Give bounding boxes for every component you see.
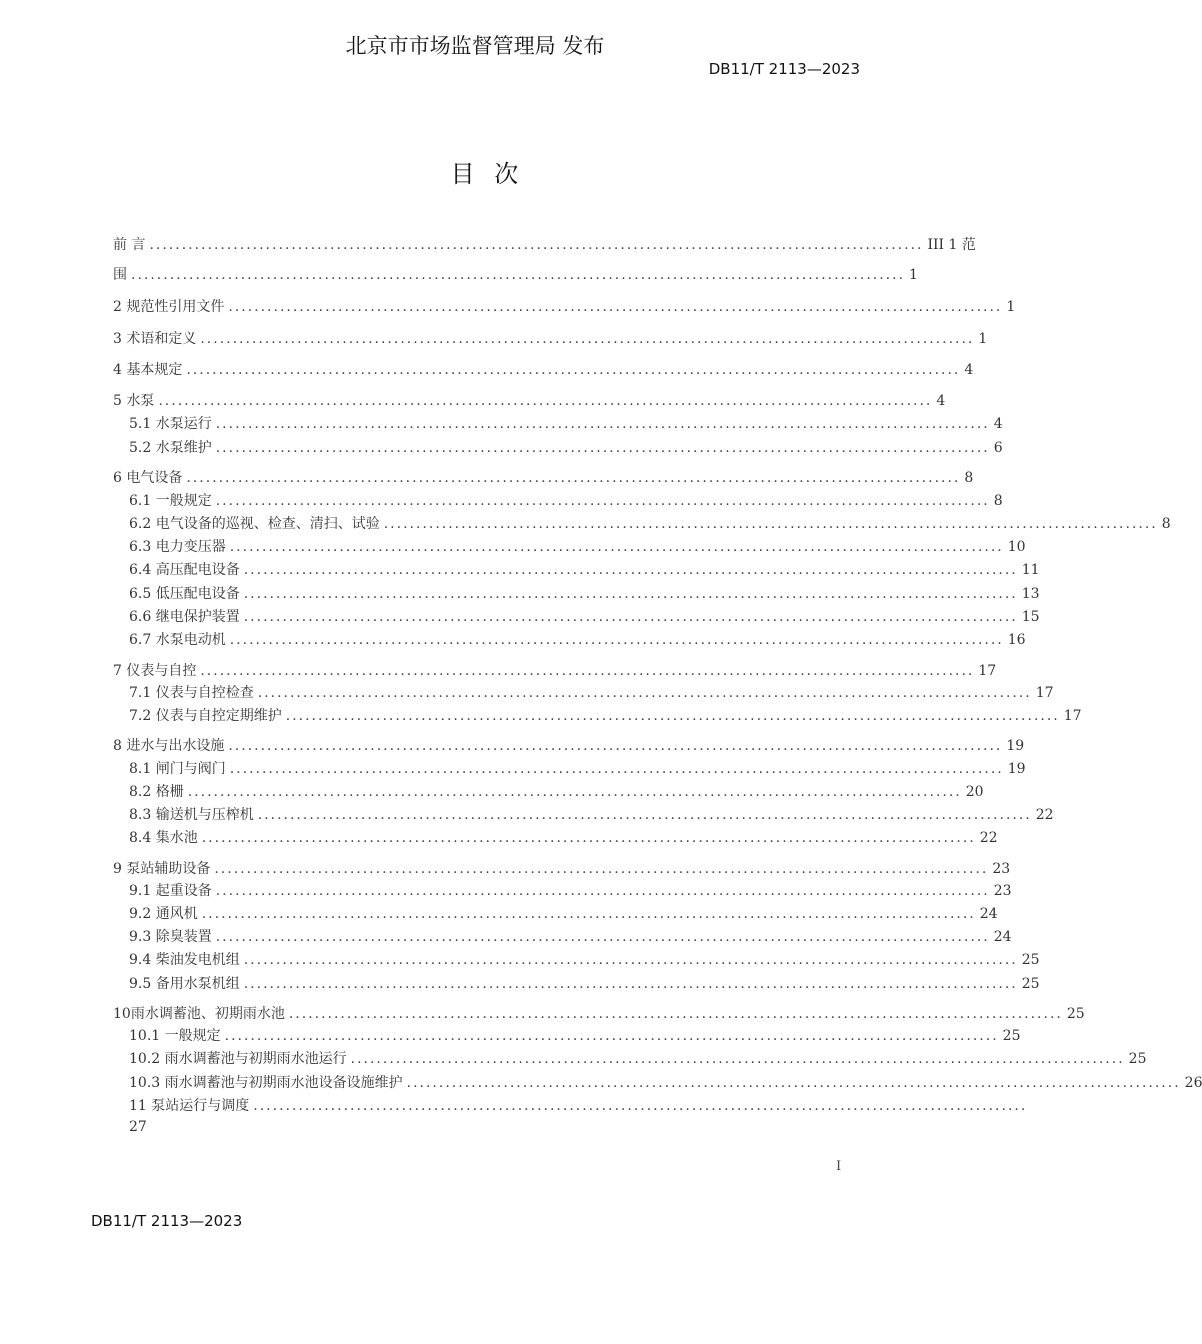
leader-dots: ........................................................................................................................ <box>215 929 990 945</box>
toc-entry[interactable] <box>129 492 1003 510</box>
toc-entry-label: 3 术语和定义 <box>113 331 197 347</box>
toc-entry-page: 25 <box>1002 1028 1021 1044</box>
toc-entry-page: 23 <box>993 883 1012 899</box>
toc-entry[interactable] <box>129 1050 1147 1068</box>
toc-entry-page: 1 <box>909 267 918 283</box>
leader-dots: ........................................................................................................................ <box>229 632 1004 648</box>
toc-entry-label: 8.2 格栅 <box>129 784 184 800</box>
toc-entry-label: 6.7 水泵电动机 <box>129 632 226 648</box>
toc-entry[interactable] <box>113 361 974 379</box>
toc-entry-page: 23 <box>992 861 1011 877</box>
toc-entry-label: 6.2 电气设备的巡视、检查、清扫、试验 <box>129 516 380 532</box>
toc-entry-page: 6 <box>993 440 1003 456</box>
toc-entry-page: III 1 范 <box>927 237 976 253</box>
leader-dots: ........................................................................................................................ <box>257 685 1032 701</box>
toc-entry-label: 4 基本规定 <box>113 362 183 378</box>
toc-entry-scope[interactable] <box>113 266 918 284</box>
toc-entry[interactable] <box>129 951 1040 969</box>
toc-entry-label: 6 电气设备 <box>113 470 183 486</box>
toc-entry-page: 17 <box>1035 685 1054 701</box>
leader-dots: ........................................................................................................................ <box>229 539 1004 555</box>
toc-entry[interactable] <box>129 882 1012 900</box>
leader-dots: ........................................................................................................................ <box>131 267 906 283</box>
leader-dots: ........................................................................................................................ <box>383 516 1158 532</box>
toc-entry-page: 25 <box>1021 976 1040 992</box>
leader-dots: ........................................................................................................................ <box>158 393 933 409</box>
toc-entry[interactable] <box>129 415 1003 433</box>
toc-entry-label: 8.4 集水池 <box>129 830 198 846</box>
toc-entry[interactable] <box>129 783 984 801</box>
toc-entry-page: 4 <box>993 416 1003 432</box>
leader-dots: ........................................................................................................................ <box>243 562 1018 578</box>
leader-dots: ........................................................................................................................ <box>215 440 990 456</box>
toc-entry-page: 8 <box>1161 516 1171 532</box>
leader-dots: ........................................................................................................................ <box>201 830 976 846</box>
toc-entry-foreword[interactable] <box>113 236 976 254</box>
standard-code-top: DB11/T 2113—2023 <box>708 60 860 78</box>
toc-entry-page: 27 <box>129 1119 147 1135</box>
toc-entry-page: 26 <box>1184 1075 1202 1091</box>
toc-entry-page: 24 <box>979 906 998 922</box>
toc-entry-label: 10.3 雨水调蓄池与初期雨水池设备设施维护 <box>129 1075 403 1091</box>
toc-entry-page: 4 <box>964 362 974 378</box>
toc-entry-label: 9.5 备用水泵机组 <box>129 976 240 992</box>
toc-entry[interactable] <box>113 330 988 348</box>
toc-entry-label: 前 言 <box>113 237 146 253</box>
leader-dots: ........................................................................................................................ <box>243 952 1018 968</box>
leader-dots: ........................................................................................................................ <box>187 784 962 800</box>
toc-entry[interactable] <box>129 585 1040 603</box>
toc-title: 目 次 <box>450 160 525 188</box>
toc-entry-label: 2 规范性引用文件 <box>113 299 225 315</box>
toc-entry[interactable] <box>113 860 1011 878</box>
toc-entry[interactable] <box>129 631 1026 649</box>
leader-dots: ........................................................................................................................ <box>228 299 1003 315</box>
leader-dots: ........................................................................................................................ <box>224 1028 999 1044</box>
toc-entry[interactable] <box>129 684 1054 702</box>
toc-entry-page: 16 <box>1007 632 1026 648</box>
toc-entry-label: 7 仪表与自控 <box>113 663 197 679</box>
leader-dots: ........................................................................................................................ <box>406 1075 1181 1091</box>
leader-dots: ........................................................................................................................ <box>149 237 924 253</box>
toc-entry-page: 4 <box>936 393 946 409</box>
leader-dots: ........................................................................................................................ <box>229 761 1004 777</box>
leader-dots: ........................................................................................................................ <box>215 416 990 432</box>
toc-entry-label: 5.2 水泵维护 <box>129 440 212 456</box>
toc-entry-label: 6.3 电力变压器 <box>129 539 226 555</box>
toc-entry-label: 9 泵站辅助设备 <box>113 861 211 877</box>
toc-entry-page: 20 <box>965 784 984 800</box>
toc-entry-label: 9.1 起重设备 <box>129 883 212 899</box>
toc-entry-label: 9.2 通风机 <box>129 906 198 922</box>
toc-entry[interactable] <box>113 1005 1085 1023</box>
leader-dots: ........................................................................................................................ <box>201 906 976 922</box>
toc-entry-page: 19 <box>1006 738 1025 754</box>
leader-dots: ........................................................................................................................ <box>215 493 990 509</box>
toc-entry[interactable] <box>129 975 1040 993</box>
toc-entry[interactable] <box>113 392 946 410</box>
toc-entry-page: 13 <box>1021 586 1040 602</box>
toc-entry-label: 9.4 柴油发电机组 <box>129 952 240 968</box>
leader-dots: ........................................................................................................................ <box>186 362 961 378</box>
toc-entry-page: 15 <box>1021 609 1040 625</box>
toc-entry-label: 7.1 仪表与自控检查 <box>129 685 254 701</box>
leader-dots: ........................................................................................................................ <box>288 1006 1063 1022</box>
toc-entry-page: 22 <box>979 830 998 846</box>
toc-entry-label: 5.1 水泵运行 <box>129 416 212 432</box>
toc-entry-last[interactable] <box>129 1097 1028 1115</box>
publisher-line: 北京市市场监督管理局 发布 <box>345 34 605 58</box>
toc-entry-label: 7.2 仪表与自控定期维护 <box>129 708 282 724</box>
toc-entry-label: 11 泵站运行与调度 <box>129 1098 250 1114</box>
toc-entry-label: 6.6 继电保护装置 <box>129 609 240 625</box>
toc-entry-label: 10.1 一般规定 <box>129 1028 221 1044</box>
leader-dots: ........................................................................................................................ <box>253 1098 1028 1114</box>
leader-dots: ........................................................................................................................ <box>257 807 1032 823</box>
toc-entry-label: 6.1 一般规定 <box>129 493 212 509</box>
toc-entry-label: 5 水泵 <box>113 393 155 409</box>
toc-entry[interactable] <box>129 905 998 923</box>
toc-entry[interactable] <box>129 1027 1021 1045</box>
toc-entry-label: 6.5 低压配电设备 <box>129 586 240 602</box>
toc-entry-page: 11 <box>1021 562 1040 578</box>
toc-entry[interactable] <box>113 298 1016 316</box>
toc-entry[interactable] <box>129 829 998 847</box>
toc-entry-page: 25 <box>1128 1051 1147 1067</box>
toc-entry-label: 8.1 闸门与阀门 <box>129 761 226 777</box>
leader-dots: ........................................................................................................................ <box>200 663 975 679</box>
toc-entry[interactable] <box>129 608 1040 626</box>
toc-entry[interactable] <box>129 928 1012 946</box>
toc-entry-label: 围 <box>113 267 127 283</box>
leader-dots: ........................................................................................................................ <box>350 1051 1125 1067</box>
toc-entry[interactable] <box>129 515 1171 533</box>
toc-entry-page: 17 <box>1063 708 1082 724</box>
leader-dots: ........................................................................................................................ <box>243 976 1018 992</box>
leader-dots: ........................................................................................................................ <box>228 738 1003 754</box>
leader-dots: ........................................................................................................................ <box>186 470 961 486</box>
leader-dots: ........................................................................................................................ <box>214 861 989 877</box>
toc-entry[interactable] <box>129 1074 1202 1092</box>
toc-entry-page: 22 <box>1035 807 1054 823</box>
toc-entry-label: 8 进水与出水设施 <box>113 738 225 754</box>
toc-entry-page: 8 <box>993 493 1003 509</box>
leader-dots: ........................................................................................................................ <box>243 609 1018 625</box>
leader-dots: ........................................................................................................................ <box>215 883 990 899</box>
toc-entry-page: 8 <box>964 470 974 486</box>
toc-entry[interactable] <box>113 737 1025 755</box>
toc-entry-label: 10.2 雨水调蓄池与初期雨水池运行 <box>129 1051 347 1067</box>
toc-entry-page: 1 <box>1006 299 1016 315</box>
toc-entry-label: 10雨水调蓄池、初期雨水池 <box>113 1006 285 1022</box>
toc-entry-page: 24 <box>993 929 1012 945</box>
standard-code-bottom: DB11/T 2113—2023 <box>91 1212 243 1230</box>
toc-entry-label: 8.3 输送机与压榨机 <box>129 807 254 823</box>
toc-entry-label: 9.3 除臭装置 <box>129 929 212 945</box>
toc-entry[interactable] <box>129 760 1026 778</box>
toc-entry-page: 17 <box>978 663 997 679</box>
toc-entry-page: 25 <box>1066 1006 1085 1022</box>
toc-entry-label: 6.4 高压配电设备 <box>129 562 240 578</box>
page-folio: I <box>836 1159 842 1174</box>
toc-entry[interactable] <box>129 561 1040 579</box>
leader-dots: ........................................................................................................................ <box>200 331 975 347</box>
toc-entry[interactable] <box>129 707 1082 725</box>
toc-entry[interactable] <box>129 806 1054 824</box>
leader-dots: ........................................................................................................................ <box>243 586 1018 602</box>
toc-entry-page: 19 <box>1007 761 1026 777</box>
toc-entry[interactable] <box>129 439 1003 457</box>
toc-entry-page: 1 <box>978 331 988 347</box>
toc-entry-page: 25 <box>1021 952 1040 968</box>
leader-dots: ........................................................................................................................ <box>285 708 1060 724</box>
toc-entry[interactable] <box>129 538 1026 556</box>
toc-entry[interactable] <box>113 662 997 680</box>
toc-entry-page: 10 <box>1007 539 1026 555</box>
toc-entry[interactable] <box>113 469 974 487</box>
